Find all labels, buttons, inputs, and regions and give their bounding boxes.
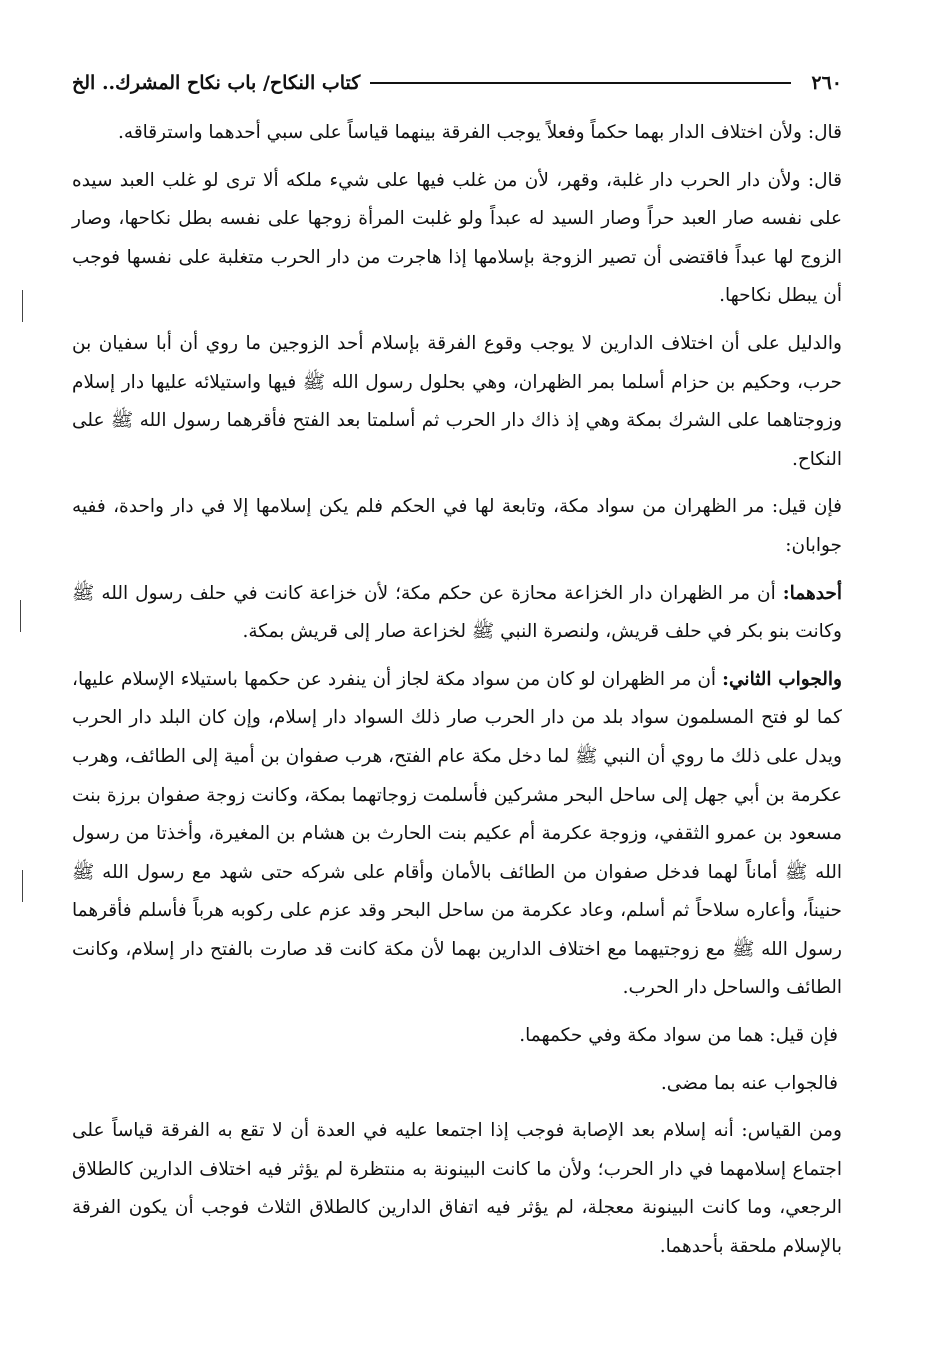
header-rule [370, 82, 791, 84]
margin-line-2 [20, 600, 21, 632]
book-page [72, 62, 842, 1342]
paragraph-text: ومن القياس: أنه إسلام بعد الإصابة فوجب إذا اجتمعا عليه في العدة أن لا تقع به الفرقة قياساً على اجتماع إسلامهما في دار الحرب؛ ولأن ما كانت البينونة به منتظرة لم يؤثر فيه اختلاف الدارين كالطلاق الرجعي، وما كانت البينونة معجلة، لم يؤثر فيه اتفاق الدارين كالطلاق الثلاث فوجب أن يكون الفرقة بالإسلام ملحقة بأحدهما. [72, 1120, 842, 1258]
running-title: كتاب النكاح/ باب نكاح المشرك.. الخ [72, 72, 361, 94]
margin-line-3 [22, 870, 23, 902]
paragraph-5 [72, 575, 842, 652]
paragraph-9 [72, 1112, 842, 1266]
paragraph-text: أن مر الظهران دار الخزاعة محازة عن حكم مكة؛ لأن خزاعة كانت في حلف رسول الله ﷺ وكانت بنو بكر في حلف قريش، ولنصرة النبي ﷺ لخزاعة صار إلى قريش بمكة. [72, 582, 842, 643]
margin-line-1 [22, 290, 23, 322]
paragraph-3 [72, 325, 842, 479]
paragraph-text: فالجواب عنه بما مضى. [660, 1072, 838, 1094]
paragraph-text: فإن قيل: هما من سواد مكة وفي حكمهما. [519, 1025, 838, 1047]
paragraph-6 [72, 661, 842, 1008]
page-header [72, 62, 842, 104]
paragraph-2 [72, 162, 842, 316]
paragraph-7 [72, 1017, 842, 1056]
paragraph-text: قال: ولأن اختلاف الدار بهما حكماً وفعلاً يوجب الفرقة بينهما قياساً على سبي أحدهما واسترقاقه. [118, 122, 842, 143]
paragraph-text: والدليل على أن اختلاف الدارين لا يوجب وقوع الفرقة بإسلام أحد الزوجين ما روي أن أبا سفيان بن حرب، وحكيم بن حزام أسلما بمر الظهران، وهي بحلول رسول الله ﷺ فيها واستيلائه عليها دار إسلام وزوجتاهما على الشرك بمكة وهي إذ ذاك دار الحرب ثم أسلمتا بعد الفتح فأقرهما رسول الله ﷺ على النكاح. [72, 332, 842, 470]
paragraph-text: فإن قيل: مر الظهران من سواد مكة، وتابعة لها في الحكم فلم يكن إسلامها إلا في دار واحدة، ففيه جوابان: [72, 496, 842, 556]
page-number: ٢٦٠ [811, 72, 842, 94]
paragraph-lead: أحدهما: [782, 582, 842, 604]
page-body [72, 114, 842, 1267]
paragraph-text: قال: ولأن دار الحرب دار غلبة، وقهر، لأن من غلب فيها على شيء ملكه ألا ترى لو غلب العبد سيده على نفسه صار العبد حراً وصار السيد له عبداً ولو غلبت المرأة زوجها على نفسه بطل نكاحها، وصار الزوج لها عبداً فاقتضى أن تصير الزوجة بإسلامها إذا هاجرت من دار الحرب متغلبة على نفسها فوجب أن يبطل نكاحها. [72, 169, 842, 307]
paragraph-lead: والجواب الثاني: [722, 668, 842, 690]
paragraph-text: أن مر الظهران لو كان من سواد مكة لجاز أن ينفرد عن حكمها باستيلاء الإسلام عليها، كما لو فتح المسلمون سواد بلد من دار الحرب صار ذلك السواد دار إسلام، وإن كان البلد دار الحرب ويدل على ذلك ما روي أن النبي ﷺ لما دخل مكة عام الفتح، هرب صفوان بن أمية إلى الطائف، وهرب عكرمة بن أبي جهل إلى ساحل البحر مشركين فأسلمت زوجاتهما بمكة، وكانت زوجة صفوان برزة بنت مسعود بن عمرو الثقفي، وزوجة عكرمة أم عكيم بنت الحارث بن هشام بن المغيرة، وأخذتا من رسول الله ﷺ أماناً لهما فدخل صفوان من الطائف بالأمان وأقام على شركه حتى شهد مع رسول الله ﷺ حنيناً، وأعاره سلاحاً ثم أسلم، وعاد عكرمة من ساحل البحر وقد عزم على ركوبه هرباً فأسلم فأقرهما رسول الله ﷺ مع زوجتيهما مع اختلاف الدارين بهما لأن مكة كانت قد صارت بالفتح دار إسلام، وكانت الطائف والساحل دار الحرب. [72, 668, 842, 999]
paragraph-1 [72, 114, 842, 153]
paragraph-8 [72, 1065, 842, 1104]
paragraph-4 [72, 488, 842, 565]
